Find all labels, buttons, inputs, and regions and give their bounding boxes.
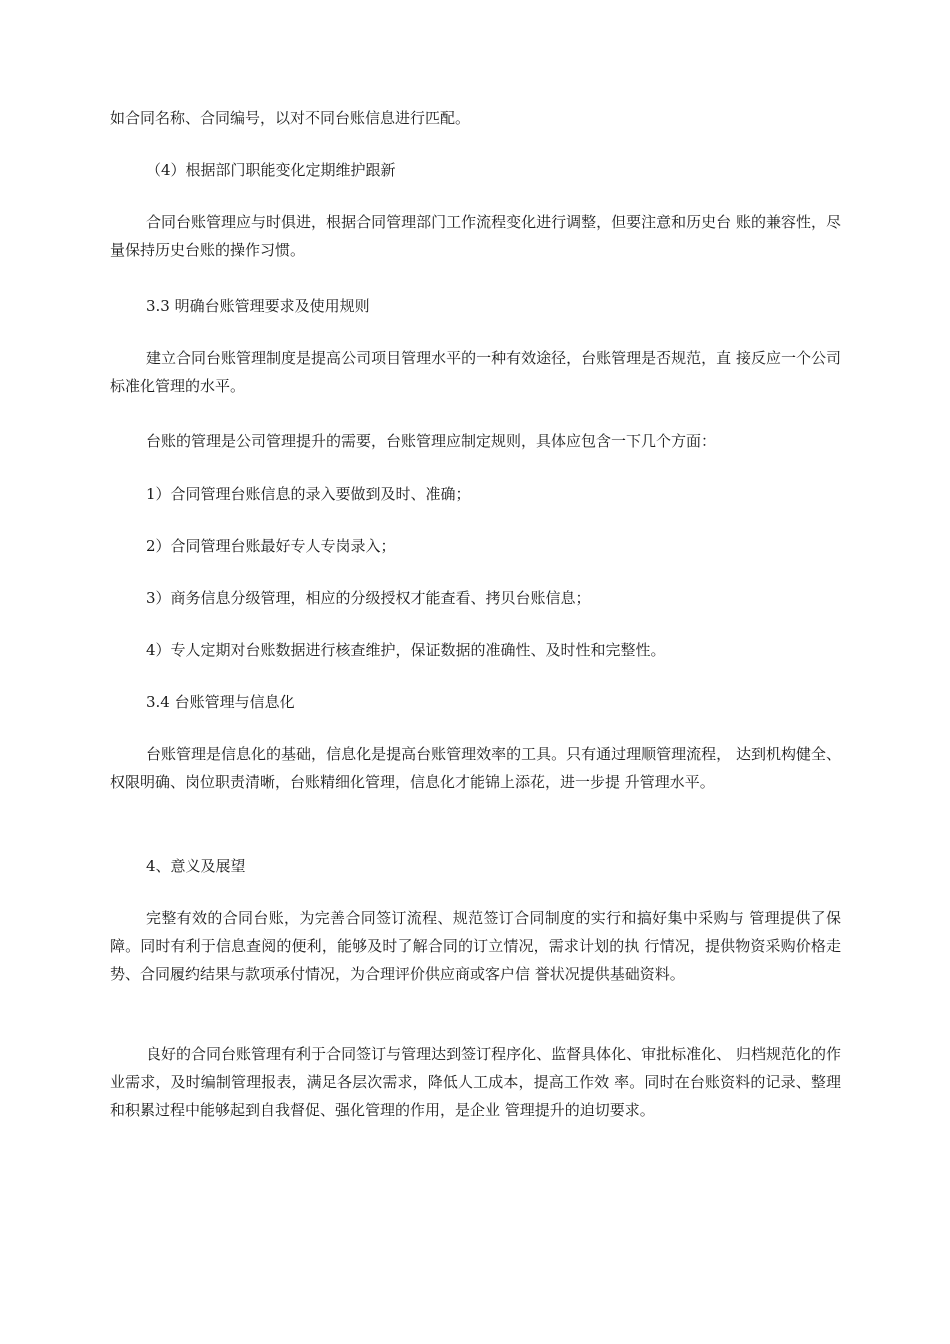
list-item-4: 4）专人定期对台账数据进行核查维护，保证数据的准确性、及时性和完整性。 bbox=[146, 641, 666, 659]
list-item-1: 1）合同管理台账信息的录入要做到及时、准确； bbox=[146, 485, 471, 503]
subheading-4: （4）根据部门职能变化定期维护跟新 bbox=[146, 161, 396, 179]
list-item-2: 2）合同管理台账最好专人专岗录入； bbox=[146, 537, 396, 555]
paragraph-outlook: 良好的合同台账管理有利于合同签订与管理达到签订程序化、监督具体化、审批标准化、 归档规范化的作业需求，及时编制管理报表，满足各层次需求，降低人工成本，提高工作效 率。同时在台账资料的记录、整理和积累过程中能够起到自我督促、强化管理的作用，是企业 管理提升的迫切要求。 bbox=[110, 1045, 841, 1119]
list-item-3: 3）商务信息分级管理，相应的分级授权才能查看、拷贝台账信息； bbox=[146, 589, 591, 607]
paragraph-management-system: 建立合同台账管理制度是提高公司项目管理水平的一种有效途径，台账管理是否规范，直 接反应一个公司标准化管理的水平。 bbox=[110, 349, 841, 395]
paragraph-rules-intro: 台账的管理是公司管理提升的需要，台账管理应制定规则，具体应包含一下几个方面： bbox=[146, 432, 717, 450]
paragraph-continuation: 如合同名称、合同编号，以对不同台账信息进行匹配。 bbox=[110, 109, 471, 127]
section-heading-3-4: 3.4 台账管理与信息化 bbox=[146, 693, 295, 711]
section-heading-4: 4、意义及展望 bbox=[146, 857, 246, 875]
paragraph-significance: 完整有效的合同台账，为完善合同签订流程、规范签订合同制度的实行和搞好集中采购与 管理提供了保障。同时有利于信息查阅的便利，能够及时了解合同的订立情况，需求计划的执 行情况，提供物资采购价格走势、合同履约结果与款项承付情况，为合理评价供应商或客户信 誉状况提供基础资料。 bbox=[110, 909, 841, 983]
paragraph-maintenance: 合同台账管理应与时俱进，根据合同管理部门工作流程变化进行调整，但要注意和历史台 账的兼容性，尽量保持历史台账的操作习惯。 bbox=[110, 213, 841, 259]
paragraph-informatization: 台账管理是信息化的基础，信息化是提高台账管理效率的工具。只有通过理顺管理流程， 达到机构健全、权限明确、岗位职责清晰，台账精细化管理，信息化才能锦上添花，进一步提 升管理水平。 bbox=[110, 745, 841, 791]
section-heading-3-3: 3.3 明确台账管理要求及使用规则 bbox=[146, 297, 370, 315]
